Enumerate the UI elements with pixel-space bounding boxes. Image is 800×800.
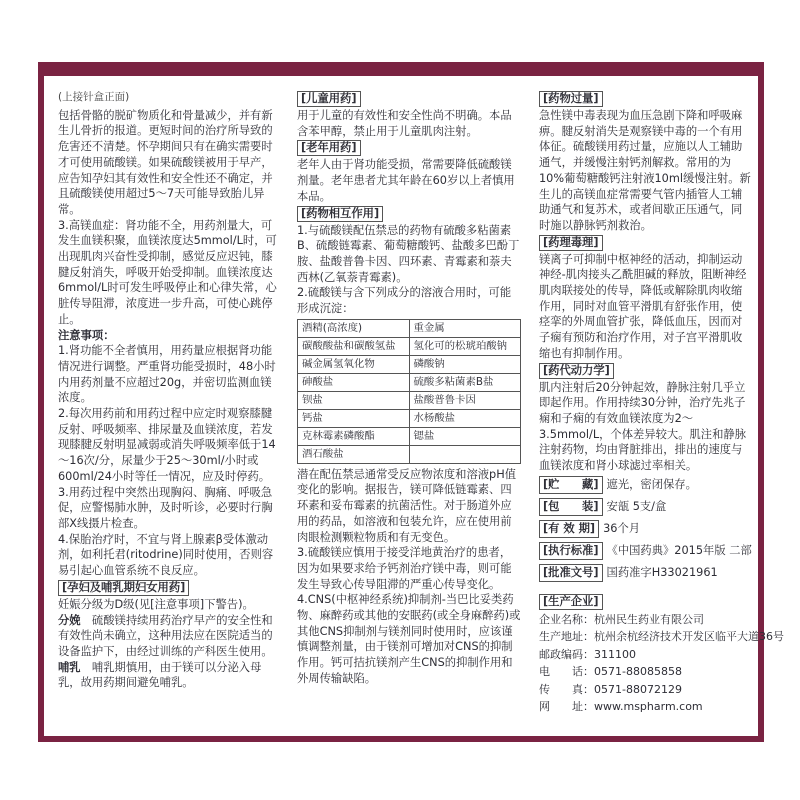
phone-label: 电 话： bbox=[539, 665, 594, 679]
interaction-4: 4.CNS(中枢神经系统)抑制剂-当巴比妥类药物、麻醉药或其他的安眠药(或全身麻醉药)或其他CNS抑制剂与镁剂同时使用时，应该谨慎调整剂量，由于镁剂可增加对CNS的抑制作用。钙可拮抗镁剂产生CNS的抑制作用和外周传输缺陷。 bbox=[297, 593, 521, 685]
table-cell: 碳酸酸盐和碳酸氢盐 bbox=[298, 337, 410, 355]
table-row bbox=[298, 427, 521, 445]
address-label: 生产地址： bbox=[539, 630, 594, 644]
website-value: www.mspharm.com bbox=[594, 700, 703, 714]
standard-row bbox=[539, 540, 751, 562]
table-cell: 重金属 bbox=[409, 319, 521, 337]
company-label: 企业名称： bbox=[539, 612, 594, 626]
table-cell: 钡盐 bbox=[298, 391, 410, 409]
interaction-2: 2.硫酸镁与含下列成分的溶液合用时，可能形成沉淀： bbox=[297, 286, 512, 316]
table-row bbox=[298, 355, 521, 373]
table-row bbox=[298, 337, 521, 355]
precipitate-table bbox=[297, 319, 521, 464]
column-2 bbox=[297, 90, 522, 687]
address-value: 杭州余杭经济技术开发区临平大道36号 bbox=[594, 630, 784, 644]
validity-label: [有 效 期] bbox=[539, 520, 599, 538]
approval-value: 国药准字H33021961 bbox=[606, 565, 718, 579]
standard-value: 《中国药典》2015年版 二部 bbox=[606, 543, 752, 557]
children-text: 用于儿童的有效性和安全性尚不明确。本品含苯甲醇，禁止用于儿童肌肉注射。 bbox=[297, 109, 512, 138]
column-1 bbox=[58, 90, 280, 691]
company-value: 杭州民生药业有限公司 bbox=[594, 612, 704, 626]
table-row bbox=[298, 445, 521, 463]
approval-row bbox=[539, 562, 751, 584]
frame-bottom-band bbox=[38, 736, 764, 742]
lactation-paragraph bbox=[58, 660, 280, 691]
package-label: [包 装] bbox=[539, 498, 603, 516]
table-cell: 水杨酸盐 bbox=[409, 409, 521, 427]
pregnancy-text: 妊娠分级为D级(见[注意事项]下警告)。 bbox=[58, 597, 254, 611]
adverse-effects-continued: 包括骨骼的脱矿物质化和骨量减少，并有新生儿骨折的报道。更短时间的治疗所导致的危害还不清楚。怀孕期间只有在确实需要时才可使用硫酸镁。如果硫酸镁被用于早产，应告知孕妇其有效性和安全性还不确定，并且硫酸镁使用超过5～7天可能导致胎儿异常。 bbox=[58, 108, 273, 216]
interaction-1: 1.与硫酸镁配伍禁忌的药物有硫酸多粘菌素B、硫酸链霉素、葡萄糖酸钙、盐酸多巴酚丁胺、盐酸普鲁卡因、四环素、青霉素和萘夫西林(乙氧萘青霉素)。 bbox=[297, 223, 520, 284]
interaction-heading: [药物相互作用] bbox=[297, 206, 383, 222]
package-value: 安瓿 5支/盒 bbox=[606, 499, 667, 513]
lactation-label: 哺乳 bbox=[58, 660, 81, 674]
table-cell bbox=[409, 445, 521, 463]
fax-value: 0571-88072129 bbox=[594, 682, 682, 696]
leaflet-sheet bbox=[44, 76, 784, 736]
table-cell: 酒石酸盐 bbox=[298, 445, 410, 463]
website-row bbox=[539, 698, 751, 716]
phone-value: 0571-88085858 bbox=[594, 665, 682, 679]
lactation-text: 哺乳期慎用，由于镁可以分泌入母乳，故用药期间避免哺乳。 bbox=[58, 660, 262, 690]
table-cell: 硫酸多粘菌素B盐 bbox=[409, 373, 521, 391]
validity-value: 36个月 bbox=[603, 521, 641, 535]
interaction-3: 3.硫酸镁应慎用于接受洋地黄治疗的患者，因为如果要求给予钙剂治疗镁中毒，则可能发生导致心传导阻滞的严重心传导变化。 bbox=[297, 546, 512, 591]
header-note: (上接针盒正面) bbox=[58, 91, 130, 103]
website-label: 网 址： bbox=[539, 700, 594, 714]
delivery-text: 硫酸镁持续用药治疗早产的安全性和有效性尚未确立，这种用法应在医院适当的设备监护下，由经过训练的产科医生使用。 bbox=[58, 613, 273, 658]
zip-label: 邮政编码： bbox=[539, 647, 594, 661]
company-row bbox=[539, 611, 751, 629]
precaution-2: 2.每次用药前和用药过程中应定时观察膝腱反射、呼吸频率、排尿量及血镁浓度，若发现膝腱反射明显减弱或消失呼吸频率低于14～16次/分，尿量少于25～30ml/小时或600ml/24小时等任一情况，应及时停药。 bbox=[58, 407, 276, 483]
storage-label: [贮 藏] bbox=[539, 476, 603, 494]
storage-value: 遮光，密闭保存。 bbox=[606, 477, 697, 491]
frame-top-band bbox=[38, 62, 764, 76]
pharmacology-text: 镁离子可抑制中枢神经的活动，抑制运动神经-肌肉接头乙酰胆碱的释放，阻断神经肌肉联接处的传导，降低或解除肌肉收缩作用，同时对血管平滑肌有舒张作用，使痉挛的外周血管扩张，降低血压，因而对子痫有预防和治疗作用，对子宫平滑肌收缩也有抑制作用。 bbox=[539, 252, 747, 360]
precautions-heading: 注意事项： bbox=[58, 328, 115, 342]
pregnancy-heading: [孕妇及哺乳期妇女用药] bbox=[58, 580, 189, 596]
table-cell: 克林霉素磷酸酯 bbox=[298, 427, 410, 445]
storage-row bbox=[539, 474, 751, 496]
elderly-heading: [老年用药] bbox=[297, 140, 361, 156]
table-cell: 砷酸盐 bbox=[298, 373, 410, 391]
table-cell: 盐酸普鲁卡因 bbox=[409, 391, 521, 409]
table-row bbox=[298, 373, 521, 391]
delivery-paragraph bbox=[58, 613, 280, 660]
fax-row bbox=[539, 681, 751, 699]
phone-row bbox=[539, 663, 751, 681]
table-cell: 磷酸钠 bbox=[409, 355, 521, 373]
table-cell: 锶盐 bbox=[409, 427, 521, 445]
column-3 bbox=[539, 90, 784, 716]
validity-row bbox=[539, 518, 751, 540]
package-row bbox=[539, 496, 751, 518]
table-cell: 氢化可的松琥珀酸钠 bbox=[409, 337, 521, 355]
address-row bbox=[539, 628, 784, 646]
precaution-4: 4.保胎治疗时，不宜与肾上腺素β受体激动剂，如利托君(ritodrine)同时使用，否则容易引起心血管系统不良反应。 bbox=[58, 532, 274, 578]
precaution-3: 3.用药过程中突然出现胸闷、胸痛、呼吸急促，应警惕肺水肿，及时听诊，必要时行胸部X线摄片检查。 bbox=[58, 485, 273, 530]
table-cell: 酒精(高浓度) bbox=[298, 319, 410, 337]
fax-label: 传 真： bbox=[539, 682, 594, 696]
pharmacokinetics-text: 肌内注射后20分钟起效，静脉注射几乎立即起作用。作用持续30分钟，治疗先兆子痫和子痫的有效血镁浓度为2～3.5mmol/L，个体差异较大。肌注和静脉注射药物，均由肾脏排出，排出的速度与血镁浓度和肾小球滤过率相关。 bbox=[539, 380, 746, 473]
overdose-heading: [药物过量] bbox=[539, 91, 603, 107]
table-row bbox=[298, 391, 521, 409]
table-row bbox=[298, 409, 521, 427]
children-heading: [儿童用药] bbox=[297, 91, 361, 107]
table-cell: 钙盐 bbox=[298, 409, 410, 427]
elderly-text: 老年人由于肾功能受损，常需要降低硫酸镁剂量。老年患者尤其年龄在60岁以上者慎用本品。 bbox=[297, 158, 515, 203]
delivery-label: 分娩 bbox=[58, 613, 81, 627]
zip-row bbox=[539, 646, 751, 664]
interaction-2-continued: 潜在配伍禁忌通常受反应物浓度和溶液pH值变化的影响。据报告，镁可降低链霉素、四环素和妥布霉素的抗菌活性。对于肠道外应用的药品，如溶液和包装允许，应在使用前肉眼检测颗粒物质和有无变色。 bbox=[297, 467, 517, 544]
zip-value: 311100 bbox=[594, 647, 636, 661]
precaution-1: 1.肾功能不全者慎用，用药量应根据肾功能情况进行调整。严重肾功能受损时，48小时内用药剂量不应超过20g，并密切监测血镁浓度。 bbox=[58, 344, 276, 405]
manufacturer-heading: [生产企业] bbox=[539, 594, 603, 610]
hypermagnesemia-paragraph: 3.高镁血症：肾功能不全，用药剂量大，可发生血镁积聚，血镁浓度达5mmol/L时，可出现肌肉兴奋性受抑制，感觉反应迟钝，膝腱反射消失，呼吸开始受抑制。血镁浓度达6mmol/L时可发生呼吸停止和心律失常，心脏传导阻滞，浓度进一步升高，可使心跳停止。 bbox=[58, 218, 277, 326]
overdose-text: 急性镁中毒表现为血压急剧下降和呼吸麻痹。腱反射消失是观察镁中毒的一个有用体征。硫酸镁用药过量，应施以人工辅助通气，并缓慢注射钙剂解救。常用的为10%葡萄糖酸钙注射液10ml缓慢注射。新生儿的高镁血症常需要气管内插管人工辅助通气和复苏术，或者间歇正压通气，同时施以静脉钙剂救治。 bbox=[539, 109, 751, 232]
standard-label: [执行标准] bbox=[539, 542, 603, 560]
pharmacology-heading: [药理毒理] bbox=[539, 235, 603, 251]
table-cell: 碱金属氢氧化物 bbox=[298, 355, 410, 373]
table-row bbox=[298, 319, 521, 337]
approval-label: [批准文号] bbox=[539, 564, 603, 582]
pharmacokinetics-heading: [药代动力学] bbox=[539, 363, 614, 379]
